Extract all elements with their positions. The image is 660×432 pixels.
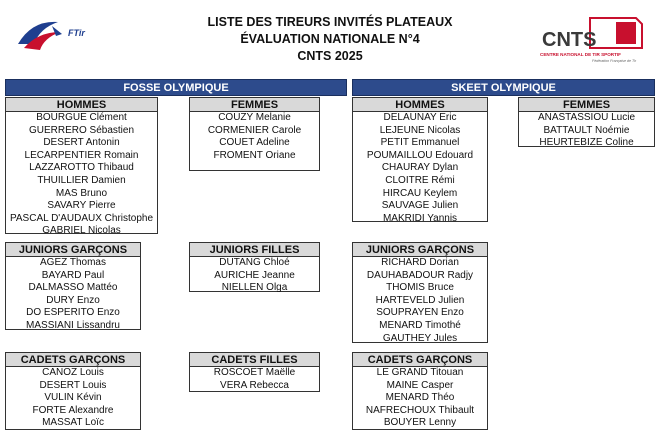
list-item: BOURGUE Clément — [36, 112, 127, 123]
fosse-juniors-filles-header: JUNIORS FILLES — [190, 243, 319, 257]
fosse-hommes-block — [5, 97, 158, 237]
fosse-juniors-filles-block — [189, 242, 320, 292]
list-item: DURY Enzo — [46, 294, 100, 306]
list-item: HEURTEBIZE Coline — [539, 137, 634, 149]
list-item: FROMENT Oriane — [213, 149, 296, 161]
list-item: AURICHE Jeanne — [214, 269, 295, 281]
cnts-logo-subtitle: CENTRE NATIONAL DE TIR SPORTIF — [540, 52, 621, 57]
fosse-juniors-filles-list — [190, 257, 319, 295]
list-item: VERA Rebecca — [220, 379, 289, 391]
ftir-logo — [14, 14, 94, 58]
list-item: NIELLEN Olga — [221, 282, 288, 294]
list-item: MAS Bruno — [55, 187, 108, 199]
skeet-juniors-garcons-block — [352, 242, 488, 343]
fosse-juniors-garcons-header: JUNIORS GARÇONS — [6, 243, 140, 257]
fosse-cadets-garcons-block — [5, 352, 141, 430]
list-item: AGEZ Thomas — [40, 257, 106, 268]
list-item: CANOZ Louis — [42, 367, 104, 378]
list-item: GAUTHEY Jules — [382, 332, 458, 344]
section-fosse-olympique: FOSSE OLYMPIQUE — [5, 79, 347, 96]
list-item: DESERT Louis — [39, 379, 107, 391]
skeet-hommes-block — [352, 97, 488, 222]
skeet-femmes-list — [519, 112, 654, 150]
skeet-femmes-block — [518, 97, 655, 147]
list-item: SAUVAGE Julien — [381, 200, 459, 212]
ftir-logo-text: FTir — [68, 28, 85, 38]
list-item: BAYARD Paul — [41, 269, 105, 281]
fosse-femmes-list — [190, 112, 319, 162]
skeet-femmes-header: FEMMES — [519, 98, 654, 112]
list-item: CHAURAY Dylan — [381, 162, 459, 174]
list-item: GUERRERO Sébastien — [28, 124, 135, 136]
title-line-1: LISTE DES TIREURS INVITÉS PLATEAUX — [207, 15, 453, 29]
list-item: NAFRECHOUX Thibault — [365, 404, 475, 416]
section-skeet-olympique: SKEET OLYMPIQUE — [352, 79, 655, 96]
list-item: RICHARD Dorian — [381, 257, 459, 268]
list-item: LECARPENTIER Romain — [24, 149, 139, 161]
list-item: MASSAT Loïc — [42, 417, 104, 429]
cnts-logo-tagline: Fédération Française de Tir — [592, 59, 637, 63]
fosse-cadets-garcons-header: CADETS GARÇONS — [6, 353, 140, 367]
list-item: THUILLIER Damien — [37, 174, 126, 186]
fosse-femmes-header: FEMMES — [190, 98, 319, 112]
fosse-hommes-header: HOMMES — [6, 98, 157, 112]
skeet-cadets-garcons-header: CADETS GARÇONS — [353, 353, 487, 367]
list-item: PETIT Emmanuel — [380, 137, 460, 149]
list-item: HIRCAU Keylem — [382, 187, 458, 199]
list-item: DALMASSO Mattéo — [28, 282, 118, 294]
list-item: SAVARY Pierre — [47, 200, 116, 212]
list-item: HARTEVELD Julien — [375, 294, 465, 306]
list-item: GABRIEL Nicolas — [42, 225, 121, 237]
skeet-hommes-list — [353, 112, 487, 225]
list-item: LE GRAND Titouan — [376, 367, 464, 378]
list-item: CLOITRE Rémi — [385, 174, 455, 186]
list-item: VULIN Kévin — [44, 392, 102, 404]
list-item: LEJEUNE Nicolas — [379, 124, 461, 136]
list-item: DAUHABADOUR Radjy — [366, 269, 474, 281]
cnts-logo — [532, 14, 650, 66]
fosse-femmes-block — [189, 97, 320, 171]
list-item: MASSIANI Lissandru — [26, 319, 120, 331]
fosse-hommes-list — [6, 112, 157, 238]
skeet-juniors-garcons-list — [353, 257, 487, 345]
fosse-cadets-filles-header: CADETS FILLES — [190, 353, 319, 367]
fosse-cadets-garcons-list — [6, 367, 140, 430]
skeet-hommes-header: HOMMES — [353, 98, 487, 112]
list-item: COUET Adeline — [219, 137, 290, 149]
list-item: COUZY Melanie — [218, 112, 291, 123]
title-line-3: CNTS 2025 — [297, 49, 363, 63]
fosse-cadets-filles-block — [189, 352, 320, 392]
list-item: MAINE Casper — [386, 379, 454, 391]
list-item: PASCAL D'AUDAUX Christophe — [9, 212, 154, 224]
list-item: ANASTASSIOU Lucie — [537, 112, 636, 123]
fosse-juniors-garcons-block — [5, 242, 141, 330]
list-item: ROSCOET Maëlle — [213, 367, 296, 378]
ftir-logo-icon — [14, 14, 94, 58]
fosse-cadets-filles-list — [190, 367, 319, 392]
list-item: CORMENIER Carole — [207, 124, 302, 136]
list-item: LAZZAROTTO Thibaud — [29, 162, 134, 174]
list-item: MENARD Timothé — [379, 319, 461, 331]
document-title — [180, 14, 480, 65]
list-item: BOUYER Lenny — [383, 417, 457, 429]
cnts-logo-icon — [532, 14, 650, 66]
list-item: MAKRIDI Yannis — [382, 212, 458, 224]
list-item: DUTANG Chloé — [219, 257, 290, 268]
list-item: DESERT Antonin — [43, 137, 120, 149]
list-item: POUMAILLOU Edouard — [366, 149, 474, 161]
title-line-2: ÉVALUATION NATIONALE N°4 — [240, 32, 420, 46]
list-item: MENARD Théo — [385, 392, 455, 404]
list-item: FORTE Alexandre — [32, 404, 114, 416]
list-item: DELAUNAY Eric — [383, 112, 457, 123]
cnts-logo-text: CNTS — [542, 29, 597, 51]
list-item: THOMIS Bruce — [386, 282, 454, 294]
list-item: SOUPRAYEN Enzo — [376, 307, 464, 319]
skeet-juniors-garcons-header: JUNIORS GARÇONS — [353, 243, 487, 257]
fosse-juniors-garcons-list — [6, 257, 140, 333]
list-item: DO ESPERITO Enzo — [26, 307, 120, 319]
list-item: BATTAULT Noémie — [543, 124, 630, 136]
skeet-cadets-garcons-list — [353, 367, 487, 430]
skeet-cadets-garcons-block — [352, 352, 488, 430]
